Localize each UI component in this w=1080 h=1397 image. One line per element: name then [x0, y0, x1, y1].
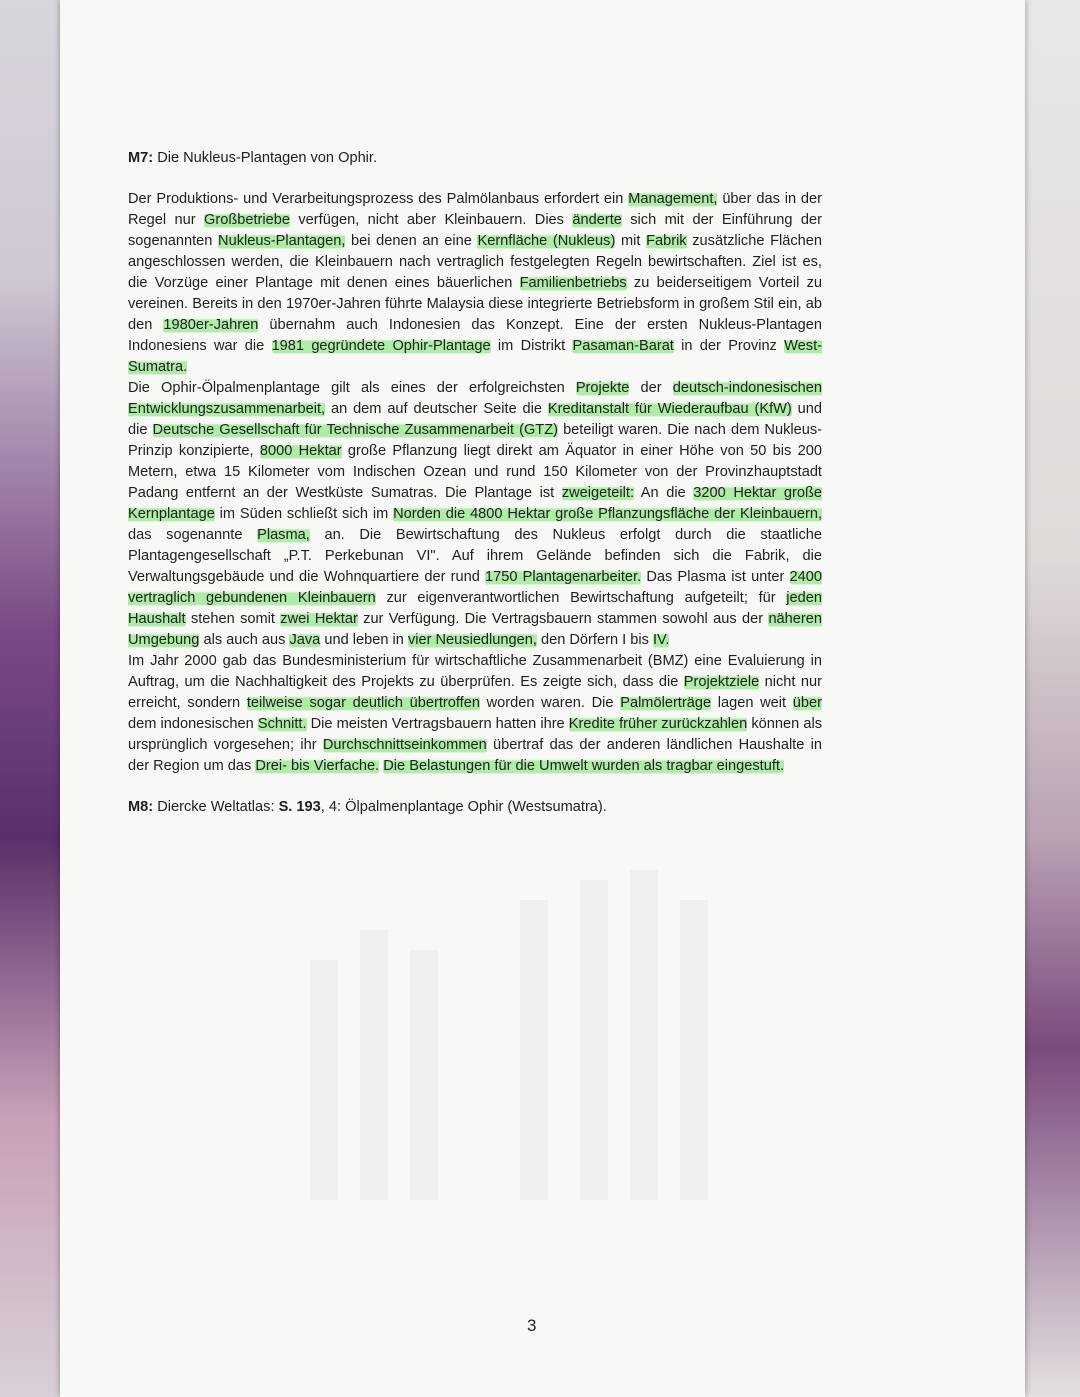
page-number: 3: [527, 1316, 537, 1335]
bleed-through-shape: [360, 930, 388, 1200]
highlighted-text: IV.: [652, 632, 670, 648]
section-heading-m7: [128, 148, 822, 169]
paragraph-text: zur eigenverantwortlichen Bewirtschaftung aufgeteilt; für: [375, 590, 787, 606]
highlighted-text: deutsch-indonesischen Entwicklungszusammenarbeit,: [128, 380, 823, 417]
highlighted-text: 1981 gegründete Ophir-Plantage: [271, 338, 491, 354]
highlighted-text: vier Neusiedlungen,: [407, 632, 537, 648]
paragraph-text: bei denen an eine: [345, 233, 478, 249]
highlighted-text: änderte: [572, 212, 622, 228]
paragraph-text: zusätzliche Flächen angeschlossen werden, die Kleinbauern nach vertraglich festgelegten Regeln bewirtschaften. Ziel ist es, die Vorzüge einer Plantage mit denen eines bäuerlichen: [128, 233, 822, 291]
paragraph-text: in der Provinz: [673, 338, 785, 354]
paragraph-text: der: [629, 380, 673, 396]
paragraph-text: und die: [128, 401, 822, 438]
paragraph: [128, 189, 822, 378]
highlighted-text: Projektziele: [683, 674, 760, 690]
paragraph: [128, 378, 822, 651]
highlighted-text: Drei- bis Vierfache.: [255, 758, 380, 774]
highlighted-text: teilweise sogar deutlich übertroffen: [246, 695, 480, 711]
paragraph-text: an dem auf deutscher Seite die: [325, 401, 548, 417]
m8-label: M8:: [128, 799, 154, 815]
highlighted-text: 3200 Hektar große Kernplantage: [128, 485, 823, 522]
document-body: [128, 148, 822, 818]
paragraph-text: zur Verfügung. Die Vertragsbauern stammen sowohl aus der: [357, 611, 769, 627]
highlighted-text: Deutsche Gesellschaft für Technische Zusammenarbeit (GTZ): [152, 422, 558, 438]
highlighted-text: Die Belastungen für die Umwelt wurden als tragbar eingestuft.: [383, 758, 784, 774]
paragraph-text: im Süden schließt sich im: [214, 506, 394, 522]
paragraph-text: sich mit der Einführung der sogenannten: [128, 212, 823, 249]
bleed-through-shape: [310, 960, 338, 1200]
highlighted-text: Schnitt.: [257, 716, 307, 732]
highlighted-text: Palmölerträge: [620, 695, 712, 711]
paragraph-text: übernahm auch Indonesien das Konzept. Eine der ersten Nukleus-Plantagen Indonesiens war die: [128, 317, 822, 354]
m8-text: Diercke Weltatlas:: [153, 799, 279, 815]
bleed-through-shape: [410, 950, 438, 1200]
paragraph-text: große Pflanzung liegt direkt am Äquator in einer Höhe von 50 bis 200 Metern, etwa 15 Kilometer vom Indischen Ozean und rund 150 Kilometer von der Provinzhauptstadt Padang entfernt an der Westküste Sumatras. Die Plantage ist: [128, 443, 822, 501]
highlighted-text: Durchschnittseinkommen: [322, 737, 487, 753]
highlighted-text: Management,: [628, 191, 718, 207]
paragraph-text: das sogenannte: [128, 527, 258, 543]
paragraph-text: an. Die Bewirtschaftung des Nukleus erfolgt durch die staatliche Plantagengesellschaft „P.T. Perkebunan VI". Auf ihrem Gelände befinden sich die Fabrik, die Verwaltungsgebäude und die Wohnquartiere der rund: [128, 527, 822, 585]
highlighted-text: West-Sumatra.: [128, 338, 822, 375]
highlighted-text: Projekte: [575, 380, 630, 396]
paragraph-text: beteiligt waren. Die nach dem Nukleus-Prinzip konzipierte,: [128, 422, 823, 459]
paragraph-text: nicht nur erreicht, sondern: [128, 674, 822, 711]
paragraph-text: verfügen, nicht aber Kleinbauern. Dies: [290, 212, 573, 228]
paragraph: [128, 651, 822, 777]
paragraph-text: Die Ophir-Ölpalmenplantage gilt als eines der erfolgreichsten: [128, 380, 576, 396]
m7-title: Die Nukleus-Plantagen von Ophir.: [153, 150, 378, 166]
paragraph-text: An die: [634, 485, 694, 501]
highlighted-text: Plasma,: [257, 527, 310, 543]
bleed-through-shape: [520, 900, 548, 1200]
m8-text-rest: , 4: Ölpalmenplantage Ophir (Westsumatra).: [320, 799, 607, 815]
paragraph-text: den Dörfern I bis: [536, 632, 653, 648]
paragraph-text: als auch aus: [199, 632, 290, 648]
paragraph-text: können als ursprünglich vorgesehen; ihr: [128, 716, 823, 753]
paragraph-text: Die meisten Vertragsbauern hatten ihre: [306, 716, 569, 732]
highlighted-text: Pasaman-Barat: [572, 338, 674, 354]
highlighted-text: zwei Hektar: [280, 611, 358, 627]
highlighted-text: über: [792, 695, 822, 711]
highlighted-text: Java: [289, 632, 321, 648]
paragraph-text: im Distrikt: [490, 338, 573, 354]
bleed-through-shape: [680, 900, 708, 1200]
paragraph-text: mit: [615, 233, 647, 249]
paragraph-text: zu beiderseitigem Vorteil zu vereinen. Bereits in den 1970er-Jahren führte Malaysia diese integrierte Betriebsform in großem Stil ein, ab den: [128, 275, 823, 333]
highlighted-text: Kredite früher zurückzahlen: [568, 716, 748, 732]
paragraph-text: worden waren. Die: [479, 695, 621, 711]
highlighted-text: 8000 Hektar: [259, 443, 342, 459]
highlighted-text: 1980er-Jahren: [163, 317, 259, 333]
section-heading-m8: [128, 797, 822, 818]
m7-label: M7:: [128, 150, 154, 166]
paragraph-text: Das Plasma ist unter: [641, 569, 790, 585]
paragraph-text: lagen weit: [711, 695, 793, 711]
bleed-through-shape: [630, 870, 658, 1200]
paragraph-text: übertraf das der anderen ländlichen Haushalte in der Region um das: [128, 737, 822, 774]
paragraph-text: Im Jahr 2000 gab das Bundesministerium für wirtschaftliche Zusammenarbeit (BMZ) eine Evaluierung in Auftrag, um die Nachhaltigkeit des Projekts zu überprüfen. Es zeigte sich, dass die: [128, 653, 822, 690]
paragraph-text: und leben in: [320, 632, 408, 648]
paragraph-text: dem indonesischen: [128, 716, 258, 732]
highlighted-text: näheren Umgebung: [128, 611, 822, 648]
highlighted-text: zweigeteilt:: [561, 485, 635, 501]
highlighted-text: 1750 Plantagenarbeiter.: [485, 569, 642, 585]
highlighted-text: Nukleus-Plantagen,: [218, 233, 346, 249]
highlighted-text: Familienbetriebs: [519, 275, 627, 291]
highlighted-text: Kreditanstalt für Wiederaufbau (KfW): [547, 401, 792, 417]
highlighted-text: Großbetriebe: [204, 212, 290, 228]
highlighted-text: Kernfläche (Nukleus): [477, 233, 616, 249]
highlighted-text: jeden Haushalt: [128, 590, 823, 627]
m8-page-reference: S. 193: [278, 799, 321, 815]
bleed-through-shape: [580, 880, 608, 1200]
paragraph-text: über das in der Regel nur: [128, 191, 822, 228]
highlighted-text: 2400 vertraglich gebundenen Kleinbauern: [128, 569, 823, 606]
highlighted-text: Norden die 4800 Hektar große Pflanzungsfläche der Kleinbauern,: [393, 506, 822, 522]
highlighted-text: Fabrik: [646, 233, 687, 249]
paragraph-text: Der Produktions- und Verarbeitungsprozess des Palmölanbaus erfordert ein: [128, 191, 629, 207]
paragraph-text: stehen somit: [185, 611, 281, 627]
